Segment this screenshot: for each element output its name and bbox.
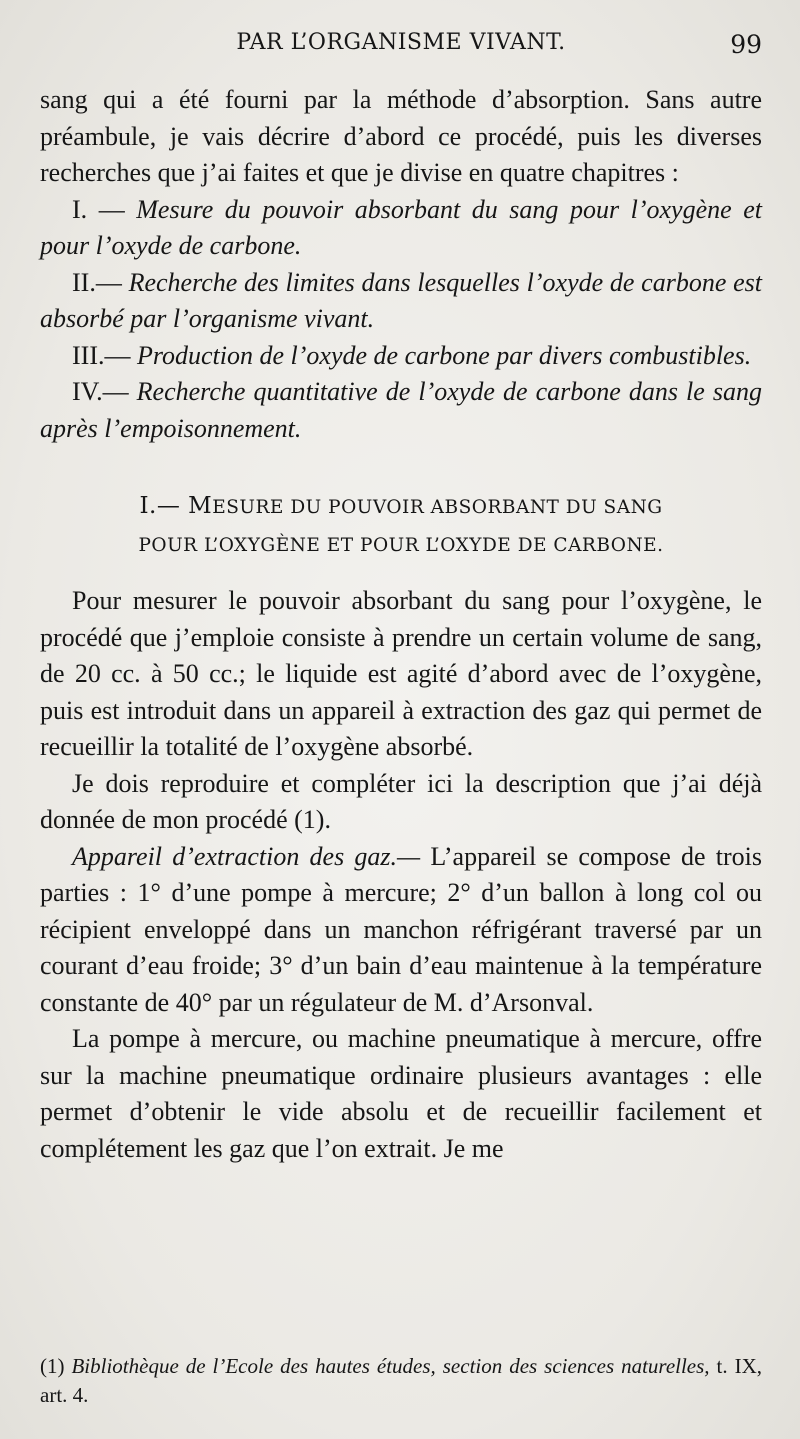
section-number: I.— — [139, 493, 189, 519]
section-title-rest: ESURE DU POUVOIR ABSORBANT DU SANG — [212, 497, 663, 518]
paragraph-2: Je dois reproduire et compléter ici la description que j’ai déjà donnée de mon procédé (1). — [40, 768, 762, 834]
chapter-item-3 — [40, 338, 762, 375]
chapter-number: III.— — [72, 340, 131, 370]
footnote — [40, 1352, 762, 1410]
chapter-item-2 — [40, 265, 762, 338]
running-head: PAR L’ORGANISME VIVANT. — [236, 30, 566, 55]
chapter-item-4 — [40, 374, 762, 447]
page-number: 99 — [730, 30, 762, 59]
paragraph-4: La pompe à mercure, ou machine pneumatique à mercure, offre sur la machine pneumatique ordinaire plusieurs avantages : elle permet d’obtenir le vide absolu et de recueillir facilement et complétement les gaz que l’on extrait. Je me — [40, 1024, 762, 1163]
chapter-title: Production de l’oxyde de carbone par divers combustibles. — [136, 340, 752, 370]
footnote-source: Bibliothèque de l’Ecole des hautes études, section des sciences naturelles, — [71, 1354, 710, 1378]
paragraph-3-lead: Appareil d’extraction des gaz.— — [72, 841, 421, 871]
section-heading — [40, 487, 762, 565]
page-header — [40, 30, 762, 70]
paragraph-3 — [40, 839, 762, 1022]
chapter-number: II.— — [72, 267, 122, 297]
spacer — [40, 565, 762, 583]
chapter-title: Recherche des limites dans lesquelles l’oxyde de carbone est absorbé par l’organisme vivant. — [40, 267, 762, 333]
intro-paragraph: sang qui a été fourni par la méthode d’absorption. Sans autre préambule, je vais décrire d’abord ce procédé, puis les diverses recherches que j’ai faites et que je divise en quatre chapitres : — [40, 85, 762, 187]
chapter-title: Recherche quantitative de l’oxyde de carbone dans le sang après l’empoisonnement. — [40, 377, 762, 443]
chapter-title: Mesure du pouvoir absorbant du sang pour l’oxygène et pour l’oxyde de carbone. — [40, 194, 762, 260]
page-body — [40, 82, 762, 1167]
paragraph-1: Pour mesurer le pouvoir absorbant du sang pour l’oxygène, le procédé que j’emploie consiste à prendre un certain volume de sang, de 20 cc. à 50 cc.; le liquide est agité d’abord avec de l’oxygène, puis est introduit dans un appareil à extraction des gaz qui permet de recueillir la totalité de l’oxygène absorbé. — [40, 586, 762, 761]
chapter-number: I. — — [72, 194, 125, 224]
section-initial: M — [188, 493, 213, 519]
section-heading-line-2: POUR L’OXYGÈNE ET POUR L’OXYDE DE CARBONE. — [138, 535, 664, 556]
chapter-item-1 — [40, 192, 762, 265]
chapter-number: IV.— — [72, 377, 129, 406]
footnote-mark: (1) — [40, 1354, 72, 1378]
footnote-ref: t. IX, art. 4. — [40, 1354, 762, 1407]
paragraph-3-text: L’appareil se compose de trois parties : 1° d’une pompe à mercure; 2° d’un ballon à long col ou récipient enveloppé dans un manchon réfrigérant traversé par un courant d’eau froide; 3° d’un bain d’eau maintenue à la température constante de 40° par un régulateur de M. d’Arsonval. — [40, 841, 762, 1017]
section-heading-line-1 — [40, 487, 762, 527]
